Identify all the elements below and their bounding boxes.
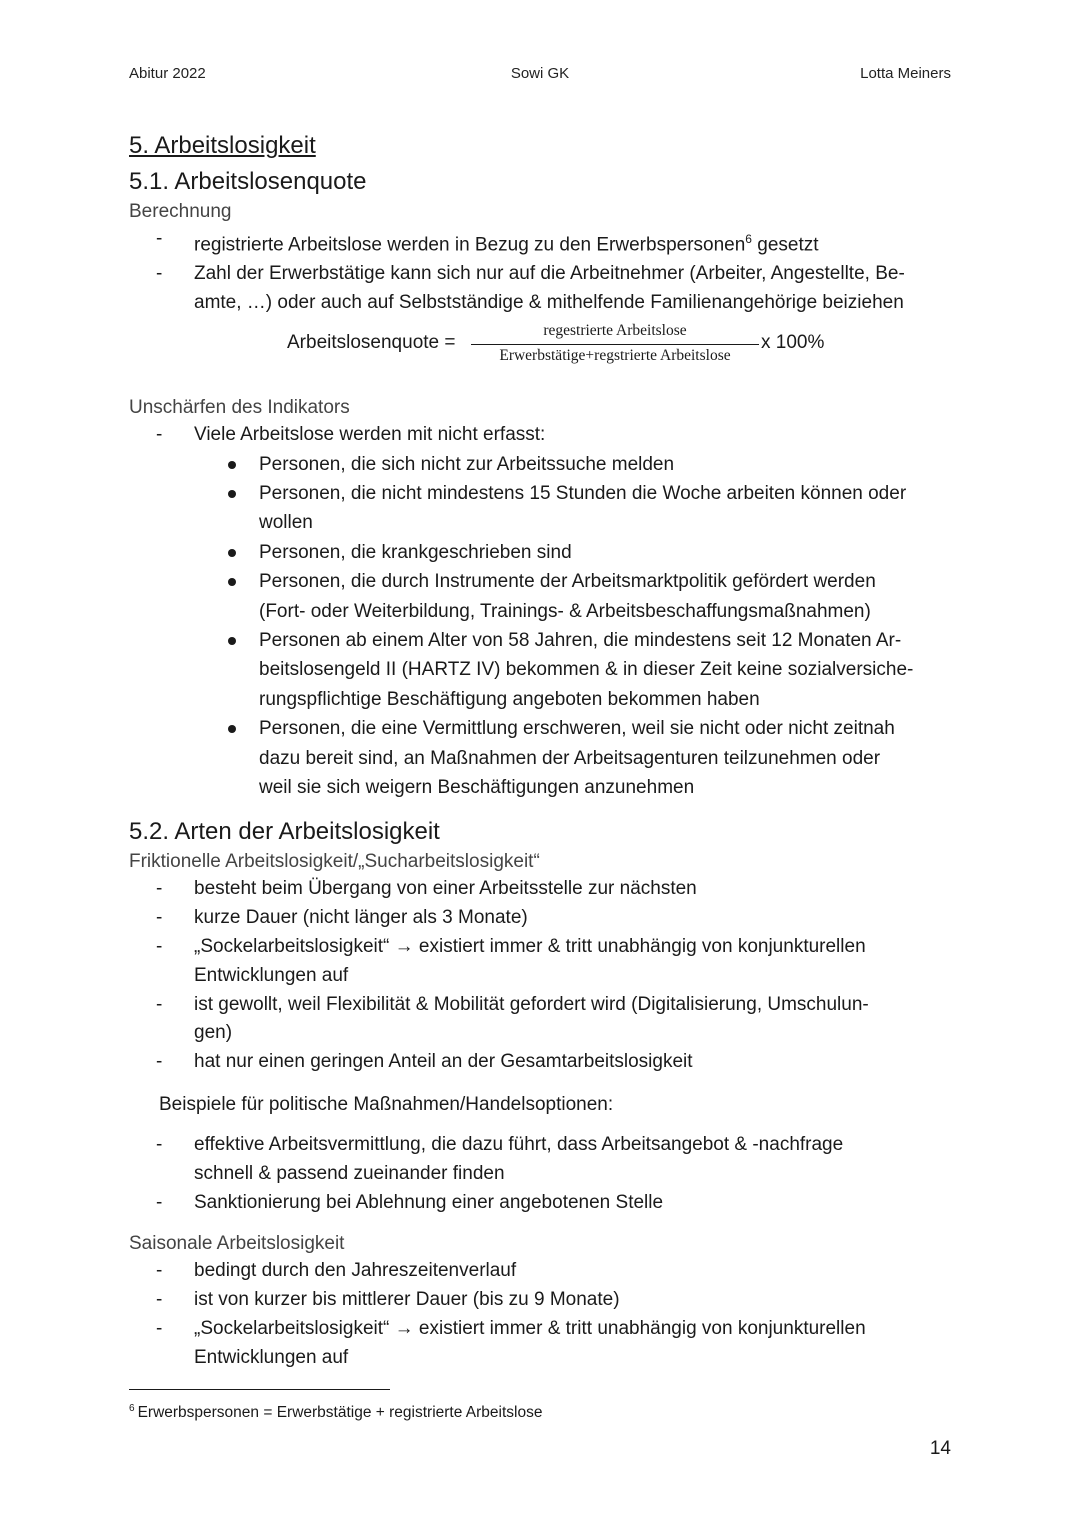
section-title: 5. Arbeitslosigkeit bbox=[129, 132, 316, 159]
berechnung-label: Berechnung bbox=[129, 201, 232, 222]
formula-numerator: regestrierte Arbeitslose bbox=[471, 320, 759, 345]
header-author: Lotta Meiners bbox=[860, 65, 951, 82]
list-item: - registrierte Arbeitslose werden in Bezug zu den Erwerbspersonen$^6$ gesetzt bbox=[129, 225, 951, 260]
list-item: Personen, die krankgeschrieben sind bbox=[129, 538, 951, 567]
subsection-title-5-2: 5.2. Arten der Arbeitslosigkeit bbox=[129, 818, 440, 846]
unschaerfen-list bbox=[129, 421, 951, 450]
berechnung-list bbox=[129, 225, 951, 318]
list-item: Personen, die sich nicht zur Arbeitssuche melden bbox=[129, 450, 951, 479]
page-number: 14 bbox=[929, 1438, 951, 1459]
footnote-divider bbox=[129, 1389, 390, 1390]
list-item: - ist gewollt, weil Flexibilität & Mobilität gefordert wird (Digitalisierung, Umschulun- gen) bbox=[129, 991, 951, 1049]
unschaerfen-bullets bbox=[129, 450, 951, 803]
footnote bbox=[129, 1403, 542, 1422]
list-item: - „Sockelarbeitslosigkeit“ → existiert immer & tritt unabhängig von konjunkturellen Entwicklungen auf bbox=[129, 933, 951, 991]
list-item: - kurze Dauer (nicht länger als 3 Monate) bbox=[129, 904, 951, 933]
list-item: - Zahl der Erwerbstätige kann sich nur auf die Arbeitnehmer (Arbeiter, Angestellte, Be- amte, …) oder auch auf Selbstständige & mithelfende Familienangehörige beiziehen bbox=[129, 260, 951, 318]
list-item: - hat nur einen geringen Anteil an der Gesamtarbeitslosigkeit bbox=[129, 1048, 951, 1077]
beispiele-list bbox=[129, 1131, 951, 1217]
list-item: - effektive Arbeitsvermittlung, die dazu führt, dass Arbeitsangebot & -nachfrage schnell & passend zueinander finden bbox=[129, 1131, 951, 1189]
list-item: - „Sockelarbeitslosigkeit“ → existiert immer & tritt unabhängig von konjunkturellen Entwicklungen auf bbox=[129, 1315, 951, 1373]
list-item: Personen ab einem Alter von 58 Jahren, die mindestens seit 12 Monaten Ar- beitslosengeld II (HARTZ IV) bekommen & in dieser Zeit keine sozialversiche- rungspflichtige Beschäftigung angeboten bekommen haben bbox=[129, 626, 951, 714]
friktionell-list bbox=[129, 875, 951, 1077]
list-item: - besteht beim Übergang von einer Arbeitsstelle zur nächsten bbox=[129, 875, 951, 904]
saisonal-list bbox=[129, 1257, 951, 1372]
list-item: - bedingt durch den Jahreszeitenverlauf bbox=[129, 1257, 951, 1286]
header-subject: Sowi GK bbox=[510, 65, 570, 82]
subsection-title-5-1: 5.1. Arbeitslosenquote bbox=[129, 168, 367, 195]
page-content bbox=[129, 130, 951, 1373]
footnote-mark: 6 bbox=[129, 1403, 135, 1414]
formula-lhs: Arbeitslosenquote = bbox=[287, 331, 456, 353]
formula-fraction bbox=[471, 320, 759, 367]
unschaerfen-label: Unschärfen des Indikators bbox=[129, 396, 350, 418]
footnote-ref: 6 bbox=[745, 232, 752, 246]
list-item: Personen, die eine Vermittlung erschweren, weil sie nicht oder nicht zeitnah dazu bereit sind, an Maßnahmen der Arbeitsagenturen teilzunehmen oder weil sie sich weigern Beschäftigungen anzunehmen bbox=[129, 714, 951, 802]
list-item: - Sanktionierung bei Ablehnung einer angebotenen Stelle bbox=[129, 1189, 951, 1218]
beispiele-label: Beispiele für politische Maßnahmen/Handelsoptionen: bbox=[159, 1093, 614, 1115]
list-item: Personen, die durch Instrumente der Arbeitsmarktpolitik gefördert werden (Fort- oder Weiterbildung, Trainings- & Arbeitsbeschaffungsmaßnahmen) bbox=[129, 567, 951, 626]
formula-rhs: x 100% bbox=[761, 331, 825, 353]
footnote-text: Erwerbspersonen = Erwerbstätige + registrierte Arbeitslose bbox=[137, 1404, 543, 1422]
list-item: - ist von kurzer bis mittlerer Dauer (bis zu 9 Monate) bbox=[129, 1286, 951, 1315]
quote-formula bbox=[129, 321, 951, 380]
list-item: Personen, die nicht mindestens 15 Stunden die Woche arbeiten können oder wollen bbox=[129, 479, 951, 538]
friktionell-label: Friktionelle Arbeitslosigkeit/„Sucharbeitslosigkeit“ bbox=[129, 851, 540, 873]
saisonal-label: Saisonale Arbeitslosigkeit bbox=[129, 1233, 345, 1255]
formula-denominator: Erwerbstätige+regstrierte Arbeitslose bbox=[499, 346, 731, 364]
list-item: - Viele Arbeitslose werden mit nicht erfasst: bbox=[129, 421, 951, 450]
header-course-year: Abitur 2022 bbox=[129, 65, 206, 82]
